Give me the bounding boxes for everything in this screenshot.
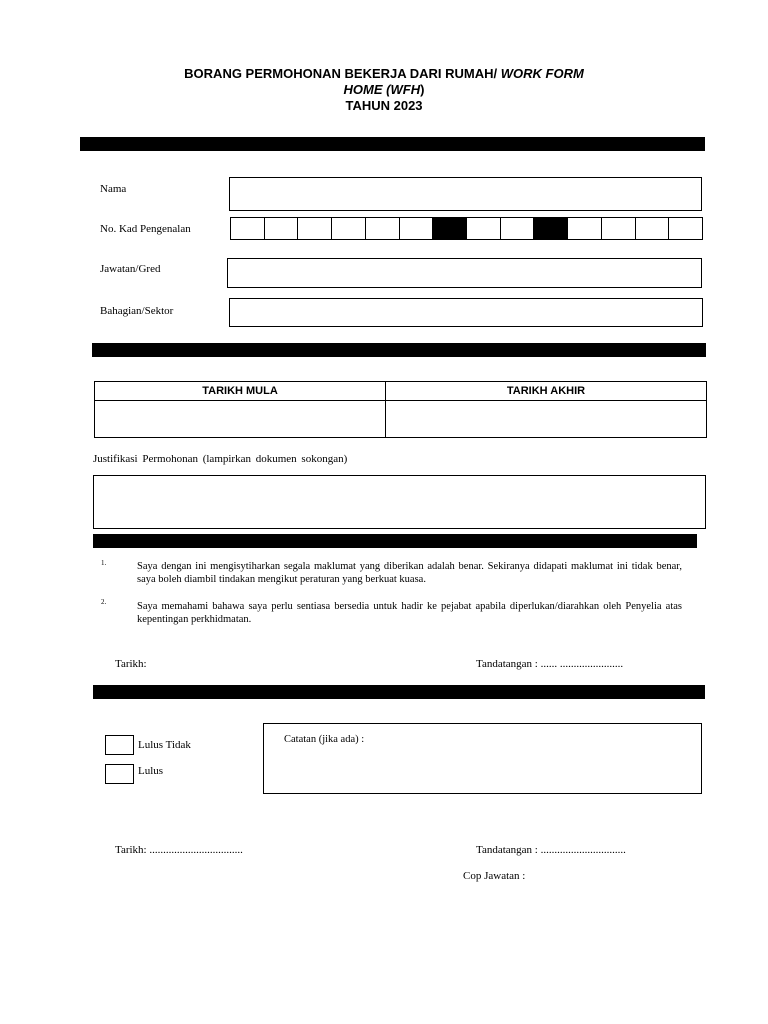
justification-label: Justifikasi Permohonan (lampirkan dokumen sokongan) (93, 453, 348, 465)
stamp-label: Cop Jawatan : (463, 870, 526, 882)
justification-field[interactable] (93, 475, 706, 529)
ic-digit-cell[interactable] (298, 218, 332, 239)
section-c-heading-left: BAHAGIAN C : PERAKUAN (111, 549, 273, 561)
ic-separator-cell (433, 218, 467, 239)
section-d-heading-part3: PENGARAH BAHAGIAN/KETUA UNIT (280, 700, 501, 712)
section-d-heading-part2: D: KELULUSAN (182, 700, 277, 712)
bahagian-label: Bahagian/Sektor (100, 305, 174, 317)
form-title-line2-close: ) (420, 82, 425, 97)
ic-digit-cell[interactable] (501, 218, 535, 239)
ic-digit-cell[interactable] (332, 218, 366, 239)
section-a-heading-text: BAHAGIAN A : BUTIR-BUTIR PERMOHONAN (98, 152, 353, 164)
ic-digit-cell[interactable] (467, 218, 501, 239)
heading-divider (101, 700, 103, 712)
notes-label: Catatan (jika ada) : (284, 734, 365, 745)
ic-label: No. Kad Pengenalan (100, 223, 191, 235)
section-b-heading (92, 343, 706, 370)
notes-field[interactable] (263, 723, 702, 794)
section-d-heading-part1: BAHAGIAN (112, 700, 179, 712)
ic-digit-cell[interactable] (265, 218, 299, 239)
section-d-heading (93, 685, 705, 712)
end-date-cell[interactable] (386, 401, 707, 438)
declaration-1-text: Saya dengan ini mengisytiharkan segala maklumat yang diberikan adalah benar. Sekiranya didapati maklumat ini tidak benar, saya boleh diambil tindakan mengikut peraturan yang berkuat kuasa. (137, 561, 682, 585)
end-date-header: TARIKH AKHIR (386, 382, 707, 401)
ic-number-field[interactable] (230, 217, 703, 240)
declaration-1-number: 1. (101, 559, 107, 567)
form-title-year: TAHUN 2023 (345, 98, 423, 113)
start-date-header: TARIKH MULA (95, 382, 386, 401)
applicant-signature-label: Tandatangan : ...... ....................... (476, 658, 624, 670)
jawatan-label: Jawatan/Gred (100, 263, 161, 275)
ic-digit-cell[interactable] (602, 218, 636, 239)
approval-checkbox-2[interactable] (105, 764, 134, 784)
form-title-italic: WORK FORM (500, 66, 584, 81)
declaration-2-text: Saya memahami bahawa saya perlu sentiasa bersedia untuk hadir ke pejabat apabila diperlukan/diarahkan oleh Penyelia atas kepentingan perkhidmatan. (137, 601, 682, 625)
ic-digit-cell[interactable] (636, 218, 670, 239)
nama-label: Nama (100, 183, 127, 195)
heading-divider (277, 700, 279, 712)
approval-checkbox-1[interactable] (105, 735, 134, 755)
section-a-heading (80, 137, 705, 164)
ic-separator-cell (534, 218, 568, 239)
ic-digit-cell[interactable] (400, 218, 434, 239)
start-date-cell[interactable] (95, 401, 386, 438)
ic-digit-cell[interactable] (568, 218, 602, 239)
ic-digit-cell[interactable] (669, 218, 702, 239)
declaration-2-number: 2. (101, 598, 107, 606)
approval-option-2-label: Lulus (138, 765, 164, 777)
section-c-heading (93, 534, 697, 561)
form-title-line1 (0, 66, 768, 82)
form-title-line2-italic: HOME (WFH (343, 82, 421, 97)
ic-digit-cell[interactable] (231, 218, 265, 239)
bahagian-field[interactable] (229, 298, 703, 327)
section-c-heading-right: PEMOHON (276, 549, 338, 561)
section-b-heading-text: BAHAGIAN B : MAKLUMAT PERMOHONAN BDR (109, 358, 385, 370)
heading-divider (180, 700, 182, 712)
dates-table (94, 381, 707, 438)
form-title-line2 (0, 82, 768, 98)
approver-date-label: Tarikh: .................................. (115, 844, 243, 856)
ic-digit-cell[interactable] (366, 218, 400, 239)
nama-field[interactable] (229, 177, 702, 211)
approver-signature-label: Tandatangan : ............................... (476, 844, 626, 856)
jawatan-field[interactable] (227, 258, 702, 288)
approval-option-1-label: Lulus Tidak (138, 739, 191, 751)
form-title-plain: BORANG PERMOHONAN BEKERJA DARI RUMAH/ (184, 66, 501, 81)
applicant-date-label: Tarikh: (115, 658, 147, 670)
